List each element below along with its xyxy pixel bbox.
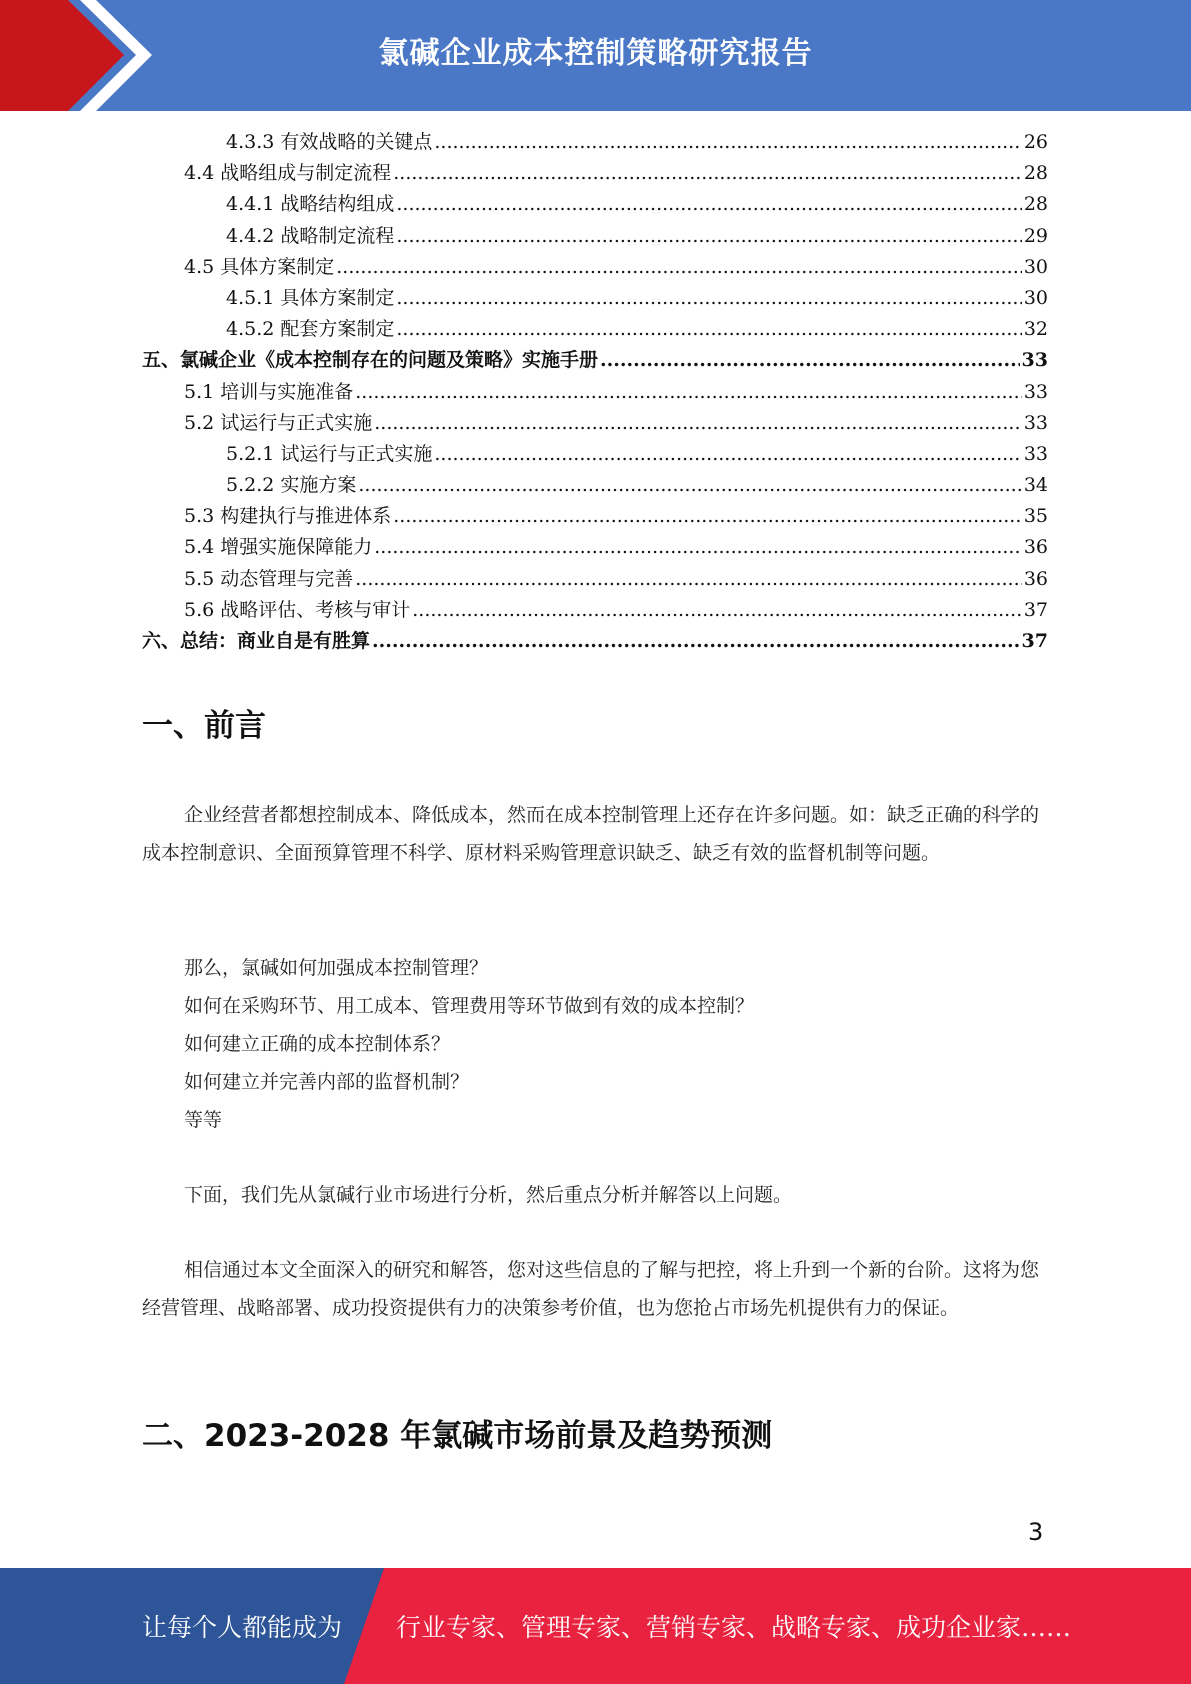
toc-entry-label: 4.5 具体方案制定: [184, 255, 335, 278]
page-header: [0, 0, 1191, 111]
toc-entry[interactable]: [142, 408, 1048, 439]
footer-slogan-right: 行业专家、管理专家、营销专家、战略专家、成功企业家……: [396, 1613, 1072, 1642]
toc-leader-dots: [358, 474, 1021, 496]
toc-entry-page: 36: [1023, 567, 1048, 590]
toc-entry-label: 4.4 战略组成与制定流程: [184, 162, 392, 185]
question-line: 如何建立正确的成本控制体系？: [184, 1033, 451, 1055]
toc-leader-dots: [374, 536, 1022, 558]
toc-leader-dots: [336, 256, 1022, 278]
question-line: 那么，氯碱如何加强成本控制管理？: [184, 957, 489, 979]
toc-entry-label: 5.2 试运行与正式实施: [184, 411, 373, 434]
toc-entry[interactable]: [142, 189, 1048, 220]
toc-entry[interactable]: [142, 470, 1048, 501]
toc-entry-label: 5.1 培训与实施准备: [184, 380, 354, 403]
toc-entry-page: 37: [1023, 598, 1048, 621]
toc-entry-label: 4.4.2 战略制定流程: [226, 224, 395, 247]
toc-entry-page: 29: [1023, 224, 1048, 247]
toc-entry-page: 32: [1023, 318, 1048, 341]
toc-entry-page: 30: [1023, 255, 1048, 278]
toc-entry[interactable]: [142, 314, 1048, 345]
toc-entry-label: 5.6 战略评估、考核与审计: [184, 598, 411, 621]
toc-entry-page: 35: [1023, 505, 1048, 528]
toc-entry-page: 34: [1023, 474, 1048, 497]
toc-entry-label: 5.2.2 实施方案: [226, 474, 357, 497]
toc-entry-page: 36: [1023, 536, 1048, 559]
footer-slogan-left: 让每个人都能成为: [142, 1613, 343, 1642]
toc-leader-dots: [412, 599, 1022, 621]
toc-entry[interactable]: [142, 595, 1048, 626]
question-line: 等等: [184, 1109, 223, 1131]
toc-entry-page: 33: [1021, 349, 1048, 372]
toc-leader-dots: [393, 162, 1022, 184]
toc-leader-dots: [355, 568, 1022, 590]
toc-entry-page: 37: [1021, 630, 1048, 652]
toc-entry[interactable]: [142, 221, 1048, 252]
report-title: 氯碱企业成本控制策略研究报告: [378, 36, 813, 71]
question-line: 如何在采购环节、用工成本、管理费用等环节做到有效的成本控制？: [184, 995, 755, 1017]
toc-entry-label: 4.4.1 战略结构组成: [226, 193, 395, 216]
toc-entry-page: 30: [1023, 286, 1048, 309]
toc-entry[interactable]: [142, 626, 1048, 657]
toc-entry-page: 28: [1023, 162, 1048, 185]
section-heading-market-forecast: 二、2023-2028 年氯碱市场前景及趋势预测: [142, 1418, 773, 1454]
table-of-contents: [142, 127, 1048, 657]
toc-leader-dots: [396, 225, 1021, 247]
toc-entry-label: 5.4 增强实施保障能力: [184, 536, 373, 559]
toc-entry[interactable]: [142, 564, 1048, 595]
toc-entry[interactable]: [142, 532, 1048, 563]
toc-entry-label: 5.5 动态管理与完善: [184, 567, 354, 590]
toc-leader-dots: [393, 505, 1022, 527]
toc-entry[interactable]: [142, 377, 1048, 408]
toc-entry-label: 六、总结：商业自是有胜算: [142, 630, 371, 652]
toc-entry[interactable]: [142, 158, 1048, 189]
section-heading-preface: 一、前言: [142, 708, 266, 744]
toc-leader-dots: [396, 193, 1021, 215]
preface-paragraph-2: 下面，我们先从氯碱行业市场进行分析，然后重点分析并解答以上问题。: [184, 1184, 793, 1206]
toc-leader-dots: [434, 131, 1021, 153]
toc-entry[interactable]: [142, 501, 1048, 532]
toc-leader-dots: [396, 287, 1021, 309]
toc-leader-dots: [355, 381, 1022, 403]
toc-entry-page: 33: [1023, 442, 1048, 465]
toc-leader-dots: [600, 349, 1020, 371]
toc-leader-dots: [374, 412, 1022, 434]
toc-entry-page: 33: [1023, 380, 1048, 403]
preface-paragraph-3: 相信通过本文全面深入的研究和解答，您对这些信息的了解与把控，将上升到一个新的台阶。这将为您经营管理、战略部署、成功投资提供有力的决策参考价值，也为您抢占市场先机提供有力的保证。: [142, 1259, 1040, 1319]
question-line: 如何建立并完善内部的监督机制？: [184, 1071, 470, 1093]
toc-leader-dots: [434, 443, 1021, 465]
toc-entry[interactable]: [142, 345, 1048, 376]
toc-entry[interactable]: [142, 252, 1048, 283]
toc-entry-label: 五、氯碱企业《成本控制存在的问题及策略》实施手册: [142, 349, 599, 372]
toc-leader-dots: [396, 318, 1021, 340]
toc-entry-label: 4.5.1 具体方案制定: [226, 286, 395, 309]
toc-entry[interactable]: [142, 439, 1048, 470]
toc-entry-label: 4.3.3 有效战略的关键点: [226, 131, 433, 153]
toc-entry-page: 33: [1023, 411, 1048, 434]
toc-entry[interactable]: [142, 127, 1048, 158]
toc-entry-page: 28: [1023, 193, 1048, 216]
toc-entry-label: 4.5.2 配套方案制定: [226, 318, 395, 341]
page-number: 3: [1028, 1518, 1044, 1546]
toc-entry[interactable]: [142, 283, 1048, 314]
toc-entry-label: 5.3 构建执行与推进体系: [184, 505, 392, 528]
toc-leader-dots: [372, 630, 1020, 652]
page-footer: [0, 1568, 1191, 1684]
toc-entry-page: 26: [1023, 131, 1048, 153]
preface-paragraph-1: 企业经营者都想控制成本、降低成本，然而在成本控制管理上还存在许多问题。如：缺乏正确的科学的成本控制意识、全面预算管理不科学、原材料采购管理意识缺乏、缺乏有效的监督机制等问题。: [142, 804, 1040, 864]
toc-entry-label: 5.2.1 试运行与正式实施: [226, 442, 433, 465]
